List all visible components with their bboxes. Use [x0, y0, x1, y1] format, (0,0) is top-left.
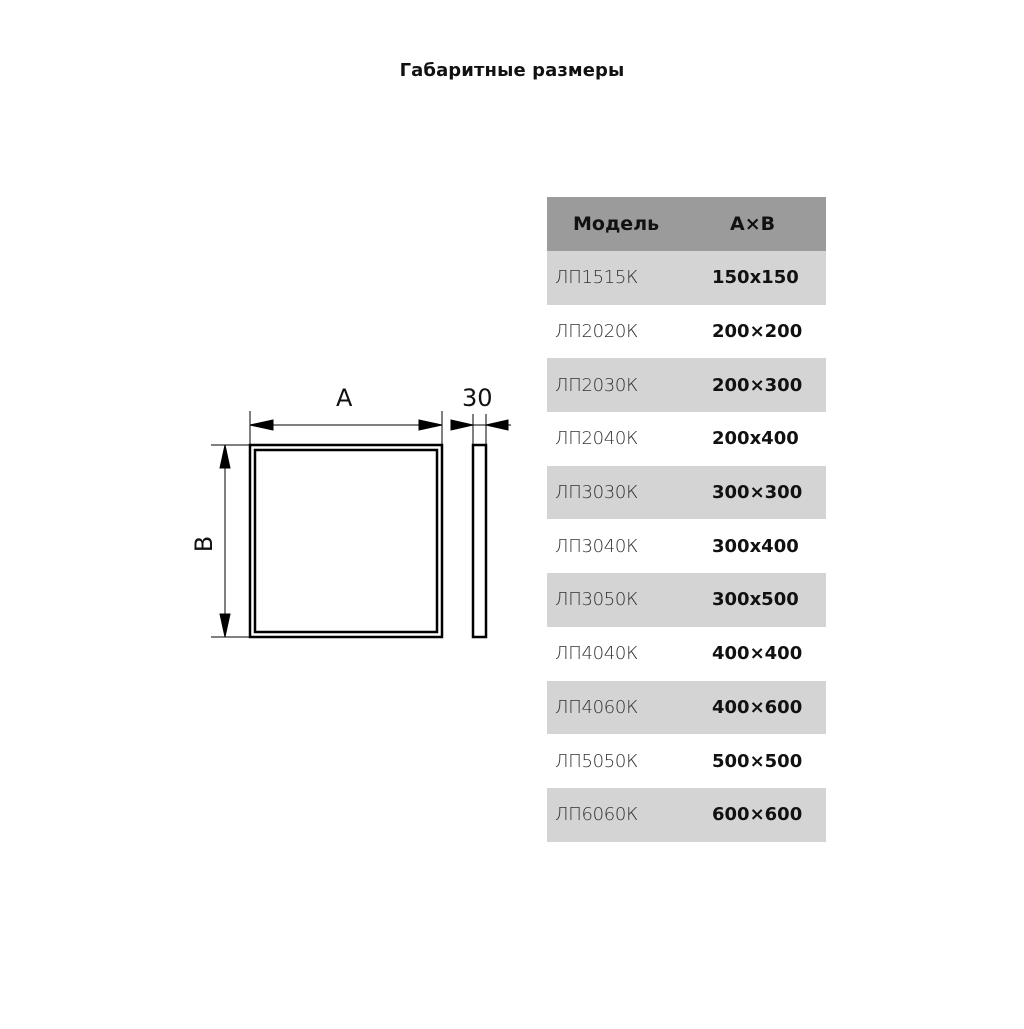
model-cell: ЛП2020К [555, 321, 638, 343]
model-cell: ЛП3050К [555, 589, 638, 611]
table-row [547, 358, 826, 412]
dimension-b-label: B [190, 535, 219, 553]
depth-label: 30 [462, 384, 493, 412]
model-cell: ЛП5050К [555, 750, 638, 772]
sizes-table [547, 197, 826, 842]
table-row [547, 627, 826, 681]
size-cell: 400×400 [712, 643, 803, 665]
table-row [547, 305, 826, 359]
table-row [547, 681, 826, 735]
dimension-a-label: A [336, 384, 353, 412]
page-title: Габаритные размеры [399, 60, 625, 81]
size-cell: 300x400 [712, 535, 799, 557]
header-size: A×B [730, 213, 776, 235]
size-cell: 400×600 [712, 696, 803, 718]
model-cell: ЛП3030К [555, 482, 638, 504]
table-row [547, 412, 826, 466]
size-cell: 300×300 [712, 482, 803, 504]
table-row [547, 466, 826, 520]
front-view-frame [250, 445, 442, 637]
dimension-a [250, 411, 442, 445]
table-header [547, 197, 826, 251]
model-cell: ЛП4060К [555, 696, 638, 718]
side-profile [473, 445, 486, 637]
model-cell: ЛП2030К [555, 374, 638, 396]
table-row [547, 734, 826, 788]
size-cell: 600×600 [712, 804, 803, 826]
dimension-depth [451, 414, 511, 445]
size-cell: 200×200 [712, 321, 803, 343]
model-cell: ЛП2040К [555, 428, 638, 450]
header-model: Модель [573, 213, 660, 235]
table-row [547, 519, 826, 573]
size-cell: 500×500 [712, 750, 803, 772]
table-row [547, 788, 826, 842]
size-cell: 150x150 [712, 267, 799, 289]
size-cell: 200×300 [712, 374, 803, 396]
model-cell: ЛП3040К [555, 535, 638, 557]
model-cell: ЛП4040К [555, 643, 638, 665]
table-row [547, 573, 826, 627]
table-row [547, 251, 826, 305]
model-cell: ЛП1515К [555, 267, 638, 289]
size-cell: 200x400 [712, 428, 799, 450]
model-cell: ЛП6060К [555, 804, 638, 826]
size-cell: 300x500 [712, 589, 799, 611]
